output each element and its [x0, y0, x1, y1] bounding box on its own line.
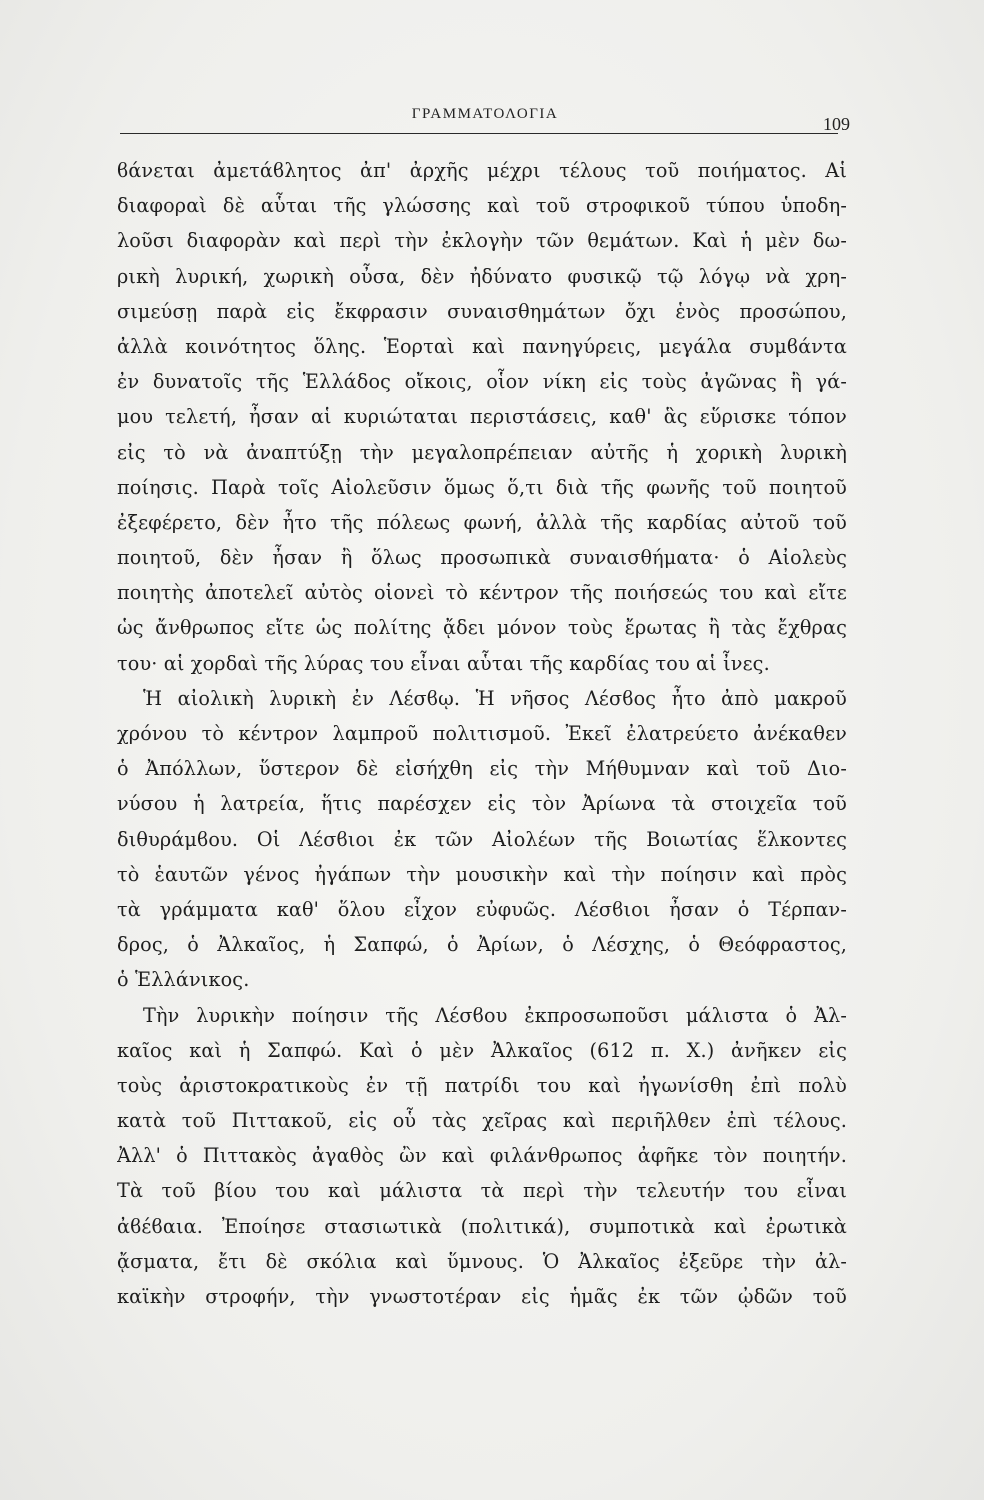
text-line: Τὴν λυρικὴν ποίησιν τῆς Λέσϐου ἐκπροσωποῦσι μάλιστα ὁ Ἀλ-: [143, 1003, 847, 1027]
text-line: κατὰ τοῦ Πιττακοῦ, εἰς οὗ τὰς χεῖρας καὶ περιῆλθεν ἐπὶ τέλους.: [117, 1109, 847, 1133]
text-line: ποιητοῦ, δὲν ἦσαν ἢ ὅλως προσωπικὰ συναισθήματα· ὁ Αἰολεὺς: [117, 546, 847, 570]
page-number: 109: [823, 114, 850, 134]
text-line: τὸ ἑαυτῶν γένος ἠγάπων τὴν μουσικὴν καὶ τὴν ποίησιν καὶ πρὸς: [117, 862, 847, 886]
text-line: χρόνου τὸ κέντρον λαμπροῦ πολιτισμοῦ. Ἐκεῖ ἐλατρεύετο ἀνέκαθεν: [117, 722, 847, 745]
text-line: μου τελετή, ἦσαν αἱ κυριώταται περιστάσεις, καθ' ἃς εὕρισκε τόπον: [117, 405, 847, 429]
text-line: ἐν δυνατοῖς τῆς Ἑλλάδος οἴκοις, οἷον νίκη εἰς τοὺς ἀγῶνας ἢ γά-: [117, 370, 847, 394]
text-line: τὰ γράμματα καθ' ὅλου εἶχον εὐφυῶς. Λέσϐιοι ἦσαν ὁ Τέρπαν-: [117, 897, 847, 921]
text-line: ρικὴ λυρική, χωρικὴ οὖσα, δὲν ἠδύνατο φυσικῷ τῷ λόγῳ νὰ χρη-: [117, 264, 847, 288]
text-line: ϐάνεται ἀμετάϐλητος ἀπ' ἀρχῆς μέχρι τέλους τοῦ ποιήματος. Αἱ: [117, 159, 847, 182]
text-line: ἀϐέϐαια. Ἐποίησε στασιωτικὰ (πολιτικά), συμποτικὰ καὶ ἐρωτικὰ: [117, 1214, 847, 1238]
text-line: ᾄσματα, ἔτι δὲ σκόλια καὶ ὕμνους. Ὁ Ἀλκαῖος ἐξεῦρε τὴν ἀλ-: [117, 1249, 847, 1273]
text-line: Ἀλλ' ὁ Πιττακὸς ἀγαθὸς ὢν καὶ φιλάνθρωπος ἀφῆκε τὸν ποιητήν.: [117, 1144, 847, 1168]
text-line: εἰς τὸ νὰ ἀναπτύξῃ τὴν μεγαλοπρέπειαν αὐτῆς ἡ χορικὴ λυρικὴ: [117, 440, 847, 464]
text-line: ἀλλὰ κοινότητος ὅλης. Ἑορταὶ καὶ πανηγύρεις, μεγάλα συμϐάντα: [117, 334, 847, 358]
paragraph-1: [117, 153, 847, 681]
text-line: νύσου ἡ λατρεία, ἥτις παρέσχεν εἰς τὸν Ἀρίωνα τὰ στοιχεῖα τοῦ: [117, 792, 847, 816]
text-line: ποίησις. Παρὰ τοῖς Αἰολεῦσιν ὅμως ὅ,τι διὰ τῆς φωνῆς τοῦ ποιητοῦ: [117, 475, 847, 499]
text-line: ὁ Ἀπόλλων, ὕστερον δὲ εἰσήχθη εἰς τὴν Μήθυμναν καὶ τοῦ Διο-: [117, 757, 847, 781]
text-line: ποιητὴς ἀποτελεῖ αὐτὸς οἱονεὶ τὸ κέντρον τῆς ποιήσεώς του καὶ εἴτε: [117, 581, 847, 605]
text-line: Ἡ αἰολικὴ λυρικὴ ἐν Λέσϐῳ. Ἡ νῆσος Λέσϐος ἦτο ἀπὸ μακροῦ: [143, 686, 847, 710]
text-line: ὡς ἄνθρωπος εἴτε ὡς πολίτης ᾄδει μόνον τοὺς ἔρωτας ἢ τὰς ἔχθρας: [117, 616, 847, 640]
body-text: [117, 153, 847, 1314]
text-line: καῖος καὶ ἡ Σαπφώ. Καὶ ὁ μὲν Ἀλκαῖος (612 π. Χ.) ἀνῆκεν εἰς: [117, 1038, 847, 1062]
text-line: τοὺς ἀριστοκρατικοὺς ἐν τῇ πατρίδι του καὶ ἠγωνίσθη ἐπὶ πολὺ: [117, 1073, 847, 1097]
text-line: ἐξεφέρετο, δὲν ἦτο τῆς πόλεως φωνή, ἀλλὰ τῆς καρδίας αὐτοῦ τοῦ: [117, 510, 847, 534]
paragraph-2: [117, 681, 847, 998]
text-line: καϊκὴν στροφήν, τὴν γνωστοτέραν εἰς ἡμᾶς ἐκ τῶν ᾠδῶν τοῦ: [117, 1285, 847, 1308]
paragraph-3: [117, 998, 847, 1315]
text-line: λοῦσι διαφορὰν καὶ περὶ τὴν ἐκλογὴν τῶν θεμάτων. Καὶ ἡ μὲν δω-: [117, 229, 847, 253]
text-line: του· αἱ χορδαὶ τῆς λύρας του εἶναι αὗται τῆς καρδίας του αἱ ἶνες.: [117, 651, 770, 675]
text-line: διθυράμϐου. Οἱ Λέσϐιοι ἐκ τῶν Αἰολέων τῆς Βοιωτίας ἕλκοντες: [117, 827, 847, 851]
header-rule: [120, 133, 838, 134]
text-line: Τὰ τοῦ βίου του καὶ μάλιστα τὰ περὶ τὴν τελευτήν του εἶναι: [117, 1179, 847, 1203]
running-head: [120, 100, 850, 136]
text-line: δρος, ὁ Ἀλκαῖος, ἡ Σαπφώ, ὁ Ἀρίων, ὁ Λέσχης, ὁ Θεόφραστος,: [117, 933, 847, 957]
text-line: διαφοραὶ δὲ αὗται τῆς γλώσσης καὶ τοῦ στροφικοῦ τύπου ὑποδη-: [117, 194, 847, 218]
text-line: σιμεύσῃ παρὰ εἰς ἔκφρασιν συναισθημάτων ὄχι ἑνὸς προσώπου,: [117, 299, 847, 323]
text-line: ὁ Ἑλλάνικος.: [117, 968, 250, 992]
running-title: ΓΡΑΜΜΑΤΟΛΟΓΙΑ: [411, 106, 559, 122]
